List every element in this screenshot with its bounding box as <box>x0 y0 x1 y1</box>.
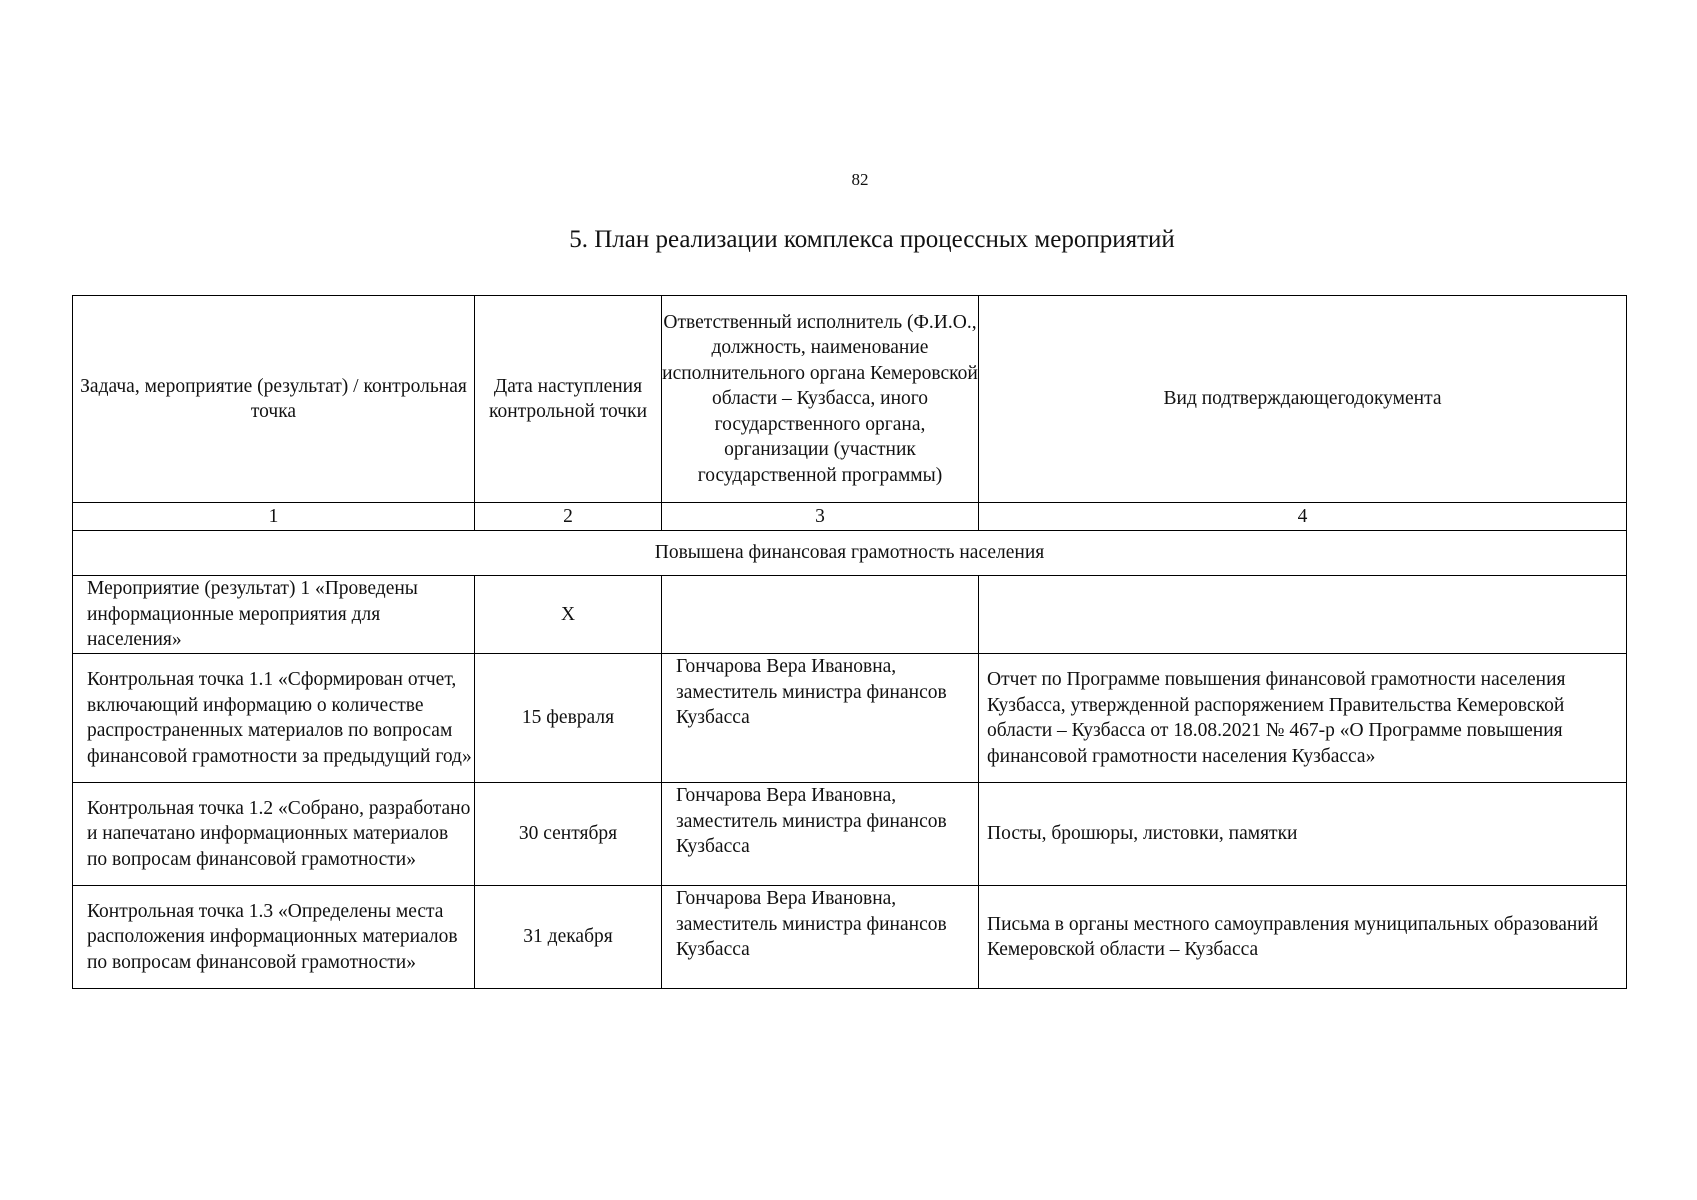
responsible-cell: Гончарова Вера Ивановна, заместитель министра финансов Кузбасса <box>662 654 979 783</box>
document-cell: Отчет по Программе повышения финансовой грамотности населения Кузбасса, утвержденной распоряжением Правительства Кемеровской области – Кузбасса от 18.08.2021 № 467-р «О Программе повышения финансовой грамотности населения Кузбасса» <box>979 654 1627 783</box>
table-row <box>73 576 1627 654</box>
responsible-cell: Гончарова Вера Ивановна, заместитель министра финансов Кузбасса <box>662 783 979 886</box>
task-cell: Мероприятие (результат) 1 «Проведены информационные мероприятия для населения» <box>73 576 475 654</box>
date-cell: 30 сентября <box>475 783 662 886</box>
document-cell: Посты, брошюры, листовки, памятки <box>979 783 1627 886</box>
column-number: 2 <box>475 503 662 531</box>
plan-table <box>72 295 1627 989</box>
page-title: 5. План реализации комплекса процессных мероприятий <box>569 226 1175 253</box>
header-document: Вид подтверждающегодокумента <box>979 296 1627 503</box>
task-cell: Контрольная точка 1.2 «Собрано, разработано и напечатано информационных материалов по вопросам финансовой грамотности» <box>73 783 475 886</box>
header-date: Дата наступления контрольной точки <box>475 296 662 503</box>
table-row <box>73 886 1627 989</box>
document-cell <box>979 576 1627 654</box>
document-cell: Письма в органы местного самоуправления муниципальных образований Кемеровской области – Кузбасса <box>979 886 1627 989</box>
task-cell: Контрольная точка 1.3 «Определены места расположения информационных материалов по вопросам финансовой грамотности» <box>73 886 475 989</box>
table-row <box>73 783 1627 886</box>
header-task: Задача, мероприятие (результат) / контрольная точка <box>73 296 475 503</box>
page-number: 82 <box>851 170 869 189</box>
column-number: 4 <box>979 503 1627 531</box>
column-number: 1 <box>73 503 475 531</box>
responsible-cell: Гончарова Вера Ивановна, заместитель министра финансов Кузбасса <box>662 886 979 989</box>
section-title: Повышена финансовая грамотность населения <box>73 531 1627 576</box>
task-cell: Контрольная точка 1.1 «Сформирован отчет, включающий информацию о количестве распространенных материалов по вопросам финансовой грамотности за предыдущий год» <box>73 654 475 783</box>
header-responsible: Ответственный исполнитель (Ф.И.О., должность, наименование исполнительного органа Кемеровской области – Кузбасса, иного государственного органа, организации (участник государственной программы) <box>662 296 979 503</box>
responsible-cell <box>662 576 979 654</box>
date-cell: 31 декабря <box>475 886 662 989</box>
column-number: 3 <box>662 503 979 531</box>
date-cell: 15 февраля <box>475 654 662 783</box>
table-row <box>73 654 1627 783</box>
table-header-row <box>73 296 1627 503</box>
date-cell: Х <box>475 576 662 654</box>
section-row <box>73 531 1627 576</box>
column-number-row <box>73 503 1627 531</box>
